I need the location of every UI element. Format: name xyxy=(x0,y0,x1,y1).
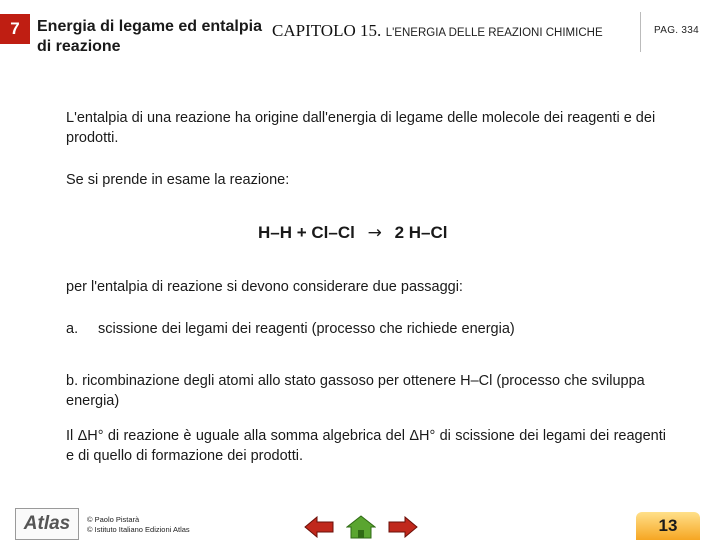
reaction-arrow: → xyxy=(367,223,382,243)
chapter-title: L'ENERGIA DELLE REAZIONI CHIMICHE xyxy=(385,27,603,39)
list-item-b: b. ricombinazione degli atomi allo stato gassoso per ottenere H–Cl (processo che sviluppa energia) xyxy=(66,373,645,409)
equation-reactants: H–H + Cl–Cl xyxy=(258,223,355,242)
section-title: Energia di legame ed entalpia di reazione xyxy=(37,18,262,55)
book-page-ref: PAG. 334 xyxy=(654,25,700,36)
reaction-equation xyxy=(258,223,447,243)
arrow-right-icon xyxy=(388,516,418,538)
next-button[interactable] xyxy=(386,514,420,540)
list-item-a-label: a. xyxy=(66,321,79,337)
list-item-a-text: scissione dei legami dei reagenti (processo che richiede energia) xyxy=(98,321,515,337)
home-icon xyxy=(346,515,376,539)
paragraph-intro: L'entalpia di una reazione ha origine dall'energia di legame delle molecole dei reagenti e dei prodotti. xyxy=(66,110,656,146)
chapter-heading xyxy=(272,21,603,41)
arrow-left-icon xyxy=(304,516,334,538)
credit-publisher: © Istituto Italiano Edizioni Atlas xyxy=(87,525,190,534)
credits xyxy=(87,515,190,535)
chapter-label: CAPITOLO 15. xyxy=(272,21,382,40)
paragraph-steps: per l'entalpia di reazione si devono considerare due passaggi: xyxy=(66,279,463,295)
header-divider xyxy=(640,12,641,52)
list-item-a xyxy=(66,321,515,337)
page-number-badge: 13 xyxy=(636,512,700,540)
paragraph-reaction-intro: Se si prende in esame la reazione: xyxy=(66,172,290,188)
section-number: 7 xyxy=(0,14,30,44)
atlas-logo: Atlas xyxy=(15,508,79,540)
paragraph-conclusion: Il ΔH° di reazione è uguale alla somma algebrica del ΔH° di scissione dei legami dei reagenti e di quello di formazione dei prodotti. xyxy=(66,428,666,464)
home-button[interactable] xyxy=(344,514,378,540)
credit-author: © Paolo Pistarà xyxy=(87,515,140,524)
equation-products: 2 H–Cl xyxy=(394,223,448,242)
prev-button[interactable] xyxy=(302,514,336,540)
